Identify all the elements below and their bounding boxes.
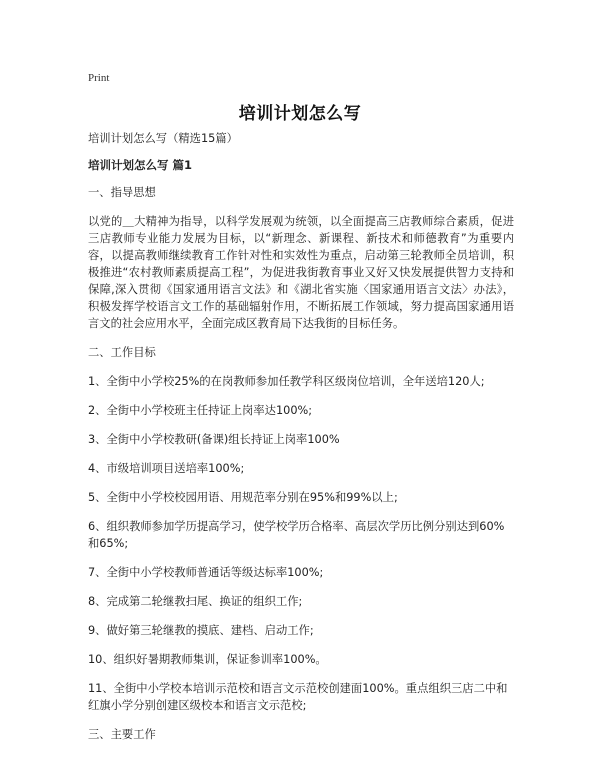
print-label[interactable]: Print — [88, 72, 110, 84]
document-subtitle: 培训计划怎么写（精选15篇） — [88, 132, 238, 145]
goal-item: 11、全街中小学校本培训示范校和语言文示范校创建面100%。重点组织三店二中和红旗小学分别创建区级校本和语言文示范校; — [88, 682, 508, 712]
goal-item: 10、组织好暑期教师集训，保证参训率100%。 — [88, 653, 327, 666]
document-body — [88, 130, 514, 755]
goal-item: 9、做好第三轮继教的摸底、建档、启动工作; — [88, 624, 314, 637]
document-title: 培训计划怎么写 — [238, 104, 362, 124]
heading-guiding-ideology: 一、指导思想 — [88, 186, 156, 199]
goal-item: 7、全街中小学校教师普通话等级达标率100%; — [88, 566, 324, 579]
goal-item: 1、全街中小学校25%的在岗教师参加任教学科区级岗位培训，全年送培120人; — [88, 375, 485, 388]
section-title: 培训计划怎么写 篇1 — [88, 158, 193, 172]
paragraph-guiding-ideology: 以党的＿大精神为指导，以科学发展观为统领，以全面提高三店教师综合素质，促进三店教师专业能力发展为目标，以“新理念、新课程、新技术和师德教育”为重要内容，以提高教师继续教育工作针对性和实效性为重点，启动第三轮教师全员培训，积极推进“农村教师素质提高工程”，为促进我街教育事业又好又快发展提供智力支持和保障,深入贯彻《国家通用语言文法》和《湖北省实施〈国家通用语言文法〉办法》，积极发挥学校语言文工作的基础辐射作用，不断拓展工作领域，努力提高国家通用语言文的社会应用水平，全面完成区教育局下达我街的目标任务。 — [88, 215, 514, 330]
heading-main-work: 三、主要工作 — [88, 728, 156, 741]
goal-item: 6、组织教师参加学历提高学习，使学校学历合格率、高层次学历比例分别达到60%和65%; — [88, 520, 505, 550]
goal-item: 2、全街中小学校班主任持证上岗率达100%; — [88, 404, 313, 417]
goal-item: 5、全街中小学校校园用语、用规范率分别在95%和99%以上; — [88, 491, 398, 504]
goal-item: 8、完成第二轮继教扫尾、换证的组织工作; — [88, 595, 303, 608]
goal-item: 3、全街中小学校教研(备课)组长持证上岗率100% — [88, 433, 340, 446]
heading-work-goals: 二、工作目标 — [88, 346, 156, 359]
goal-item: 4、市级培训项目送培率100%; — [88, 462, 245, 475]
